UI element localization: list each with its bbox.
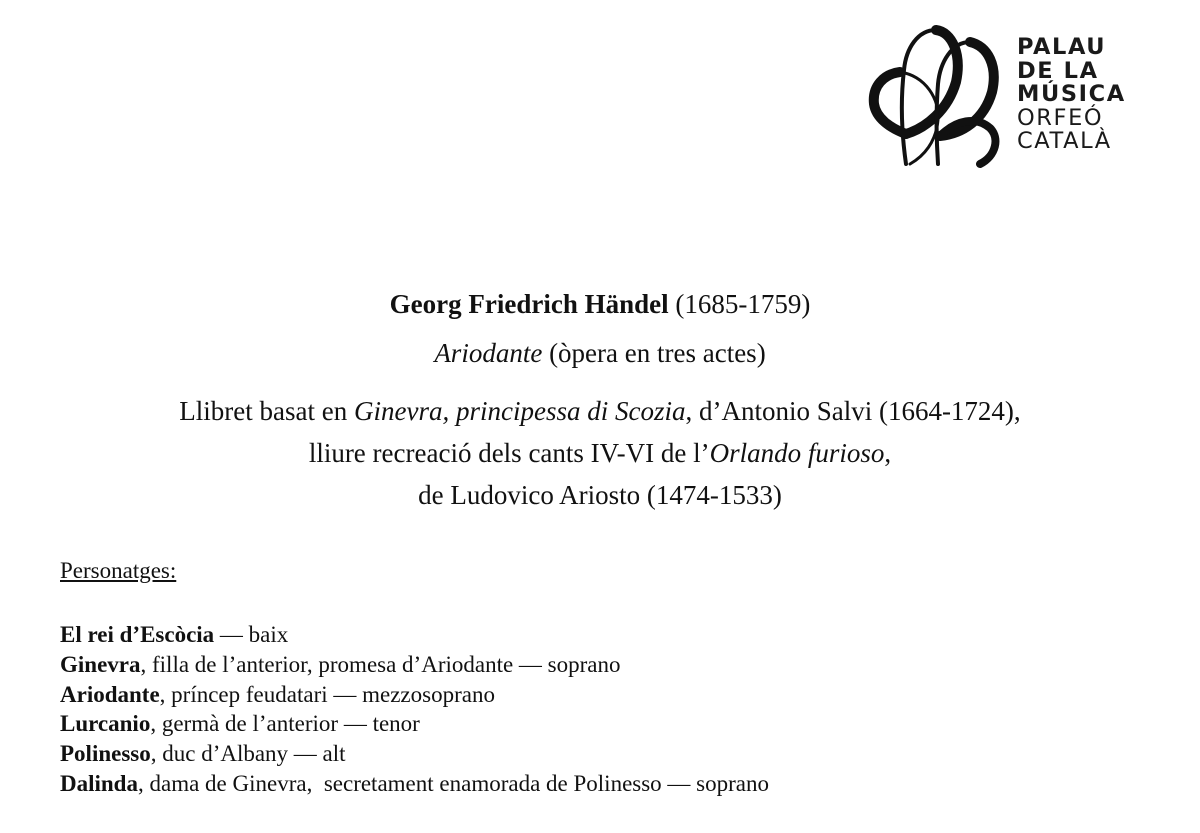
- libretto-line-3: de Ludovico Ariosto (1474-1533): [418, 480, 782, 510]
- logo-line: DE LA: [1017, 57, 1099, 84]
- work-title: Ariodante: [434, 338, 543, 368]
- character-name: Ginevra: [60, 651, 141, 677]
- character-item: [60, 650, 769, 680]
- composer-dates: (1685-1759): [675, 289, 811, 319]
- palau-musica-logo: [866, 24, 1136, 174]
- character-description: , filla de l’anterior, promesa d’Ariodante — soprano: [140, 651, 621, 677]
- work-heading: [0, 335, 1200, 371]
- character-name: Polinesso: [60, 741, 151, 767]
- character-item: [60, 739, 769, 769]
- text-run-italic: Ginevra, principessa di Scozia: [353, 396, 686, 426]
- character-item: [60, 620, 769, 650]
- character-name: Lurcanio: [60, 711, 151, 737]
- work-subtitle: (òpera en tres actes): [549, 338, 766, 368]
- logo-wordmark: [1017, 36, 1126, 154]
- text-run-italic: Orlando furioso: [709, 438, 885, 468]
- libretto-line-1: [0, 393, 1200, 429]
- character-description: , dama de Ginevra, secretament enamorada de Polinesso — soprano: [137, 770, 769, 796]
- characters-heading: Personatges:: [60, 558, 177, 583]
- character-name: Dalinda: [60, 770, 138, 796]
- character-name: Ariodante: [60, 681, 160, 707]
- logo-line: PALAU: [1017, 34, 1107, 60]
- libretto-line-2: [0, 435, 1200, 471]
- characters-list: [60, 620, 769, 799]
- palau-logo-mark-icon: [866, 24, 1006, 174]
- character-description: — baix: [214, 622, 289, 647]
- text-run: lliure recreació dels cants IV-VI de l’: [308, 438, 710, 468]
- logo-line: MÚSICA: [1017, 81, 1126, 108]
- composer-name: Georg Friedrich Händel: [389, 289, 669, 319]
- character-description: , duc d’Albany — alt: [150, 741, 346, 767]
- logo-line: ORFEÓ: [1017, 104, 1104, 131]
- logo-line: CATALÀ: [1017, 128, 1112, 155]
- character-item: [60, 769, 769, 799]
- character-description: , germà de l’anterior — tenor: [150, 711, 420, 737]
- text-run: Llibret basat en: [179, 396, 354, 426]
- character-name: El rei d’Escòcia: [60, 622, 215, 647]
- character-description: , príncep feudatari — mezzosoprano: [159, 681, 495, 707]
- character-item: [60, 680, 769, 710]
- composer-heading: [0, 284, 1200, 324]
- character-item: [60, 709, 769, 739]
- text-run: , d’Antonio Salvi (1664-1724),: [685, 396, 1021, 426]
- text-run: ,: [884, 438, 892, 468]
